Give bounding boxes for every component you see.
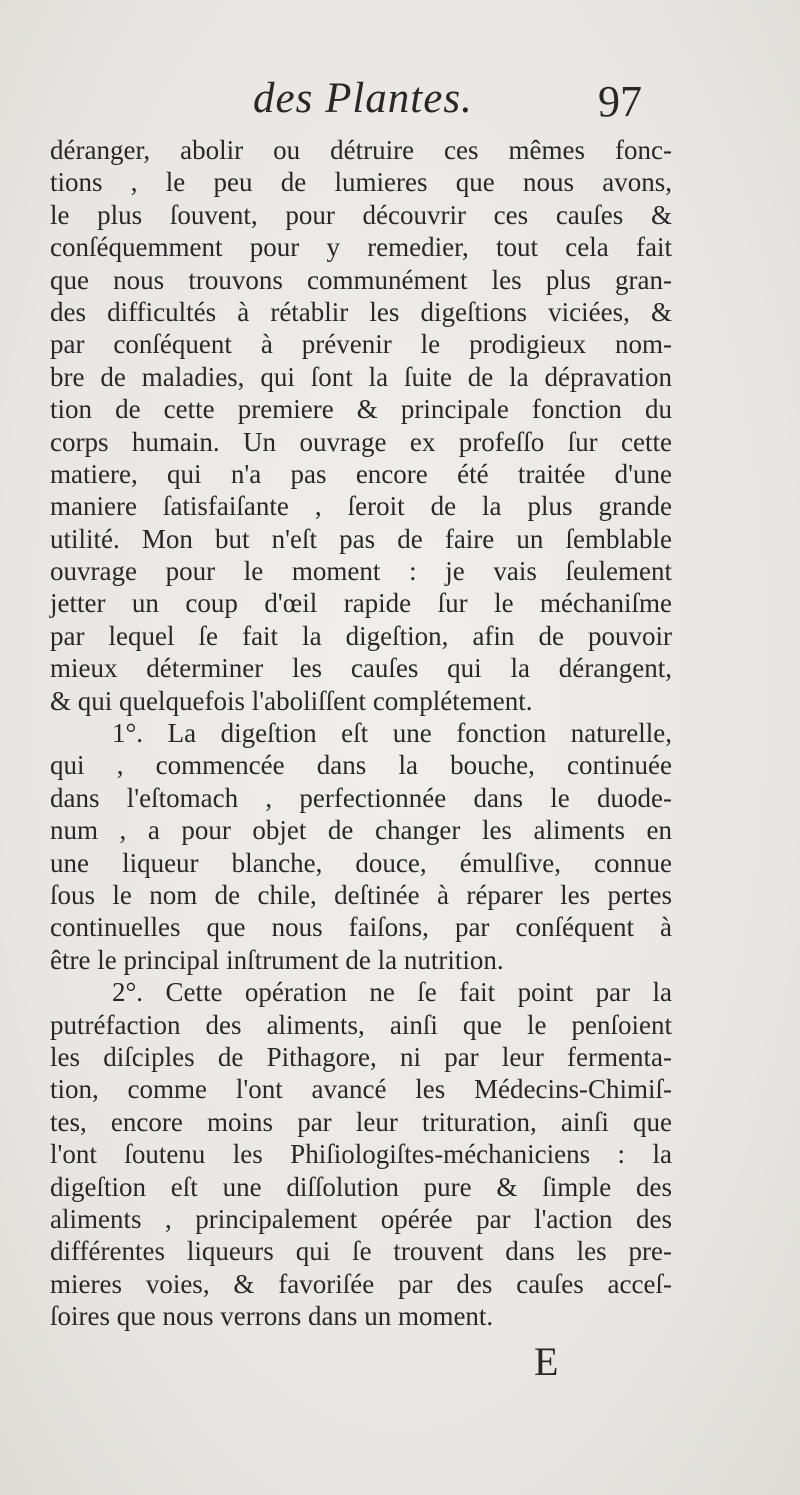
text-line: mieres voies, & favoriſée par des cauſes acceſ-: [50, 1268, 672, 1299]
text-line: jetter un coup d'œil rapide ſur le méchaniſme: [50, 588, 672, 619]
text-line: ſous le nom de chile, deſtinée à réparer les pertes: [50, 879, 672, 910]
text-line: une liqueur blanche, douce, émulſive, connue: [50, 847, 672, 878]
text-line: corps humain. Un ouvrage ex profeſſo ſur cette: [50, 426, 672, 457]
text-line: différentes liqueurs qui ſe trouvent dans les pre-: [50, 1236, 672, 1267]
text-line: par conſéquent à prévenir le prodigieux nom-: [50, 329, 672, 360]
text-line: 1°. La digeſtion eſt une fonction naturelle,: [112, 718, 672, 749]
text-line: putréfaction des aliments, ainſi que le penſoient: [50, 1009, 672, 1040]
text-line: l'ont ſoutenu les Phiſiologiſtes-méchaniciens : la: [50, 1139, 672, 1170]
text-line: déranger, abolir ou détruire ces mêmes fonc-: [50, 135, 672, 165]
text-line: être le principal inſtrument de la nutrition.: [50, 944, 504, 975]
text-line: & qui quelquefois l'aboliſſent complétement.: [50, 685, 533, 716]
text-line: aliments , principalement opérée par l'action des: [50, 1203, 672, 1234]
text-line: maniere ſatisfaiſante , ſeroit de la plus grande: [50, 491, 672, 522]
text-line: continuelles que nous faiſons, par conſéquent à: [50, 912, 672, 943]
text-line: dans l'eſtomach , perfectionnée dans le duode-: [50, 782, 672, 813]
text-line: ſoires que nous verrons dans un moment.: [50, 1301, 494, 1332]
text-line: bre de maladies, qui ſont la ſuite de la dépravation: [50, 361, 672, 392]
text-line: qui , commencée dans la bouche, continuée: [50, 750, 672, 781]
text-line: que nous trouvons communément les plus gran-: [50, 264, 672, 295]
text-line: 2°. Cette opération ne ſe fait point par la: [112, 977, 672, 1008]
page-header: [0, 74, 800, 134]
body-text: [50, 134, 672, 1332]
page-number: 97: [598, 77, 642, 126]
text-line: ouvrage pour le moment : je vais ſeulement: [50, 556, 672, 587]
text-line: par lequel ſe fait la digeſtion, afin de pouvoir: [50, 620, 672, 651]
text-line: conſéquemment pour y remedier, tout cela fait: [50, 232, 672, 263]
catchword: E: [534, 1339, 559, 1384]
text-line: mieux déterminer les cauſes qui la dérangent,: [50, 653, 672, 684]
text-line: matiere, qui n'a pas encore été traitée d'une: [50, 458, 672, 489]
running-title: des Plantes.: [253, 75, 473, 122]
text-line: tes, encore moins par leur trituration, ainſi que: [50, 1106, 672, 1137]
text-line: tion, comme l'ont avancé les Médecins-Chimiſ-: [50, 1074, 672, 1105]
text-line: tions , le peu de lumieres que nous avons,: [50, 167, 672, 198]
text-line: des difficultés à rétablir les digeſtions viciées, &: [50, 296, 672, 327]
text-line: utilité. Mon but n'eſt pas de faire un ſemblable: [50, 523, 672, 554]
text-line: les diſciples de Pithagore, ni par leur fermenta-: [50, 1041, 672, 1072]
text-line: digeſtion eſt une diſſolution pure & ſimple des: [50, 1171, 672, 1202]
text-line: le plus ſouvent, pour découvrir ces cauſes &: [50, 199, 672, 230]
text-line: tion de cette premiere & principale fonction du: [50, 394, 672, 425]
text-line: num , a pour objet de changer les aliments en: [50, 815, 672, 846]
